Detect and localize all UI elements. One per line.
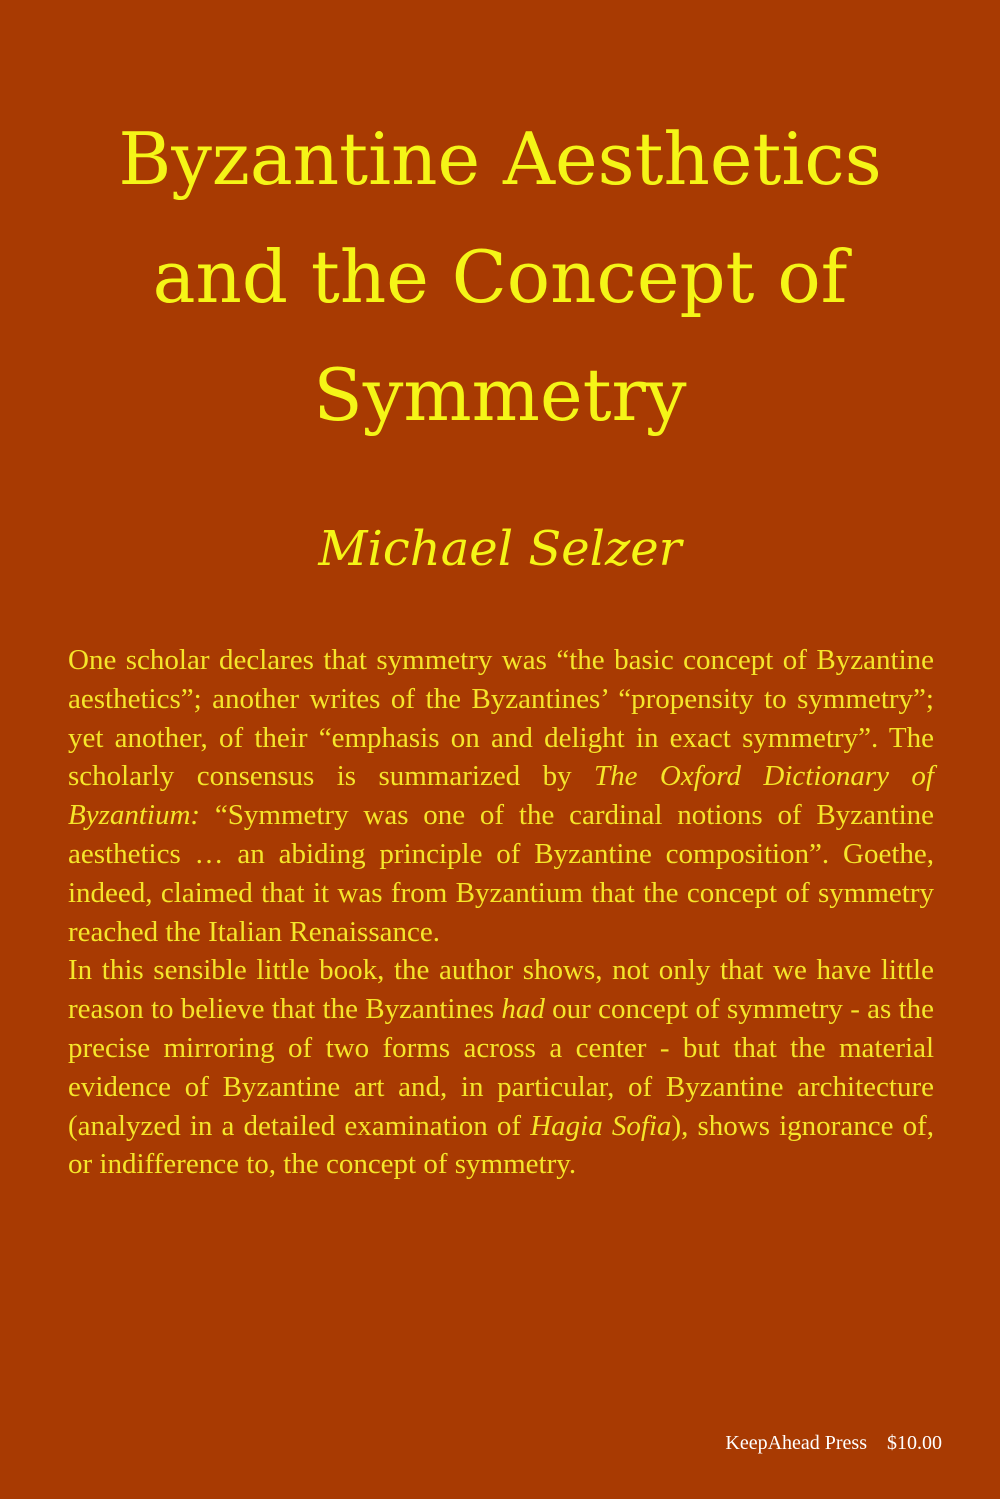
blurb-text: our concept of symmetry - as the precise mirroring of two forms across a center - but that the material evidence of Byzantine art and, in particular, of Byzantine architecture (analyzed in a detailed examination of — [68, 993, 934, 1142]
back-cover-blurb — [68, 641, 934, 1184]
book-title: Byzantine Aesthetics and the Concept of Symmetry — [118, 117, 882, 437]
blurb-text: In this sensible little book, the author shows, not only that we have little reason to believe that the Byzantines — [68, 954, 934, 1026]
blurb-text: ), shows ignorance of, or indifference to, the concept of symmetry. — [68, 1109, 934, 1181]
blurb-paragraph-1 — [68, 641, 934, 951]
blurb-text: One scholar declares that symmetry was “the basic concept of Byzantine aesthetics”; another writes of the Byzantines’ “propensity to symmetry”; yet another, of their “emphasis on and delight in exact symmetry”. The scholarly consensus is summarized by — [68, 644, 934, 793]
price-label: $10.00 — [887, 1432, 942, 1454]
publisher-imprint — [725, 1430, 942, 1456]
blurb-text: “Symmetry was one of the cardinal notions of Byzantine aesthetics … an abiding principle of Byzantine composition”. Goethe, indeed, claimed that it was from Byzantium that the concept of symmetry reached the Italian Renaissance. — [68, 799, 934, 948]
blurb-italic-word: had — [501, 993, 545, 1026]
blurb-paragraph-2 — [68, 951, 934, 1184]
blurb-italic-name: Hagia Sofia — [530, 1109, 672, 1142]
publisher-name: KeepAhead Press — [725, 1432, 867, 1454]
author-name: Michael Selzer — [318, 521, 682, 577]
blurb-italic-title: The Oxford Dictionary of Byzantium: — [68, 760, 934, 832]
